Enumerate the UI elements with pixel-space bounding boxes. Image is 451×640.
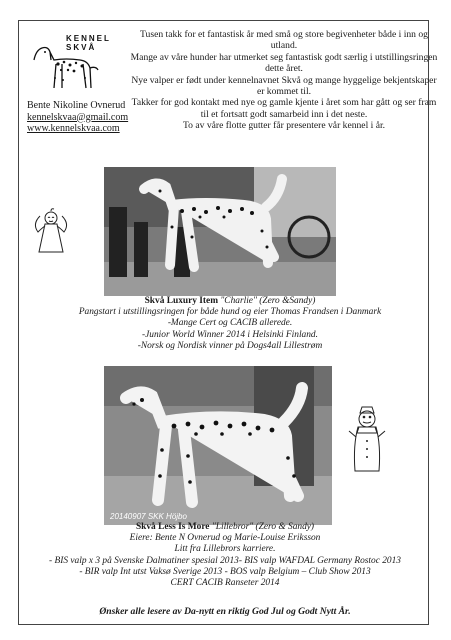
intro-paragraph: Takker for god kontakt med nye og gamle kjente i året som har gått og ser fram til et fortsatt godt samarbeid inn i det neste. bbox=[131, 97, 437, 120]
dog1-callname: "Charlie" bbox=[220, 296, 257, 306]
dog2-line: Eiere: Bente N Ovnerud og Marie-Louise Eriksson bbox=[129, 533, 321, 544]
dog1-photo bbox=[104, 167, 336, 296]
dog2-caption bbox=[22, 522, 428, 589]
kennel-logo-text: KENNEL SKVÅ bbox=[66, 34, 111, 52]
intro-text bbox=[128, 29, 440, 132]
photo-watermark: 20140907 SKK Höjbo bbox=[110, 512, 187, 521]
dog2-line: Litt fra Lillebrors karriere. bbox=[174, 544, 276, 555]
angel-icon bbox=[30, 206, 72, 258]
dog2-photo bbox=[104, 366, 332, 525]
dog2-line: - BIS valp x 3 på Svenske Dalmatiner spesial 2013- BIS valp WAFDAL Germany Rostoc 2013 bbox=[49, 555, 401, 566]
intro-paragraph: To av våre flotte gutter får presentere vår kennel i år. bbox=[182, 120, 386, 132]
dog1-caption bbox=[40, 296, 420, 352]
contact-name: Bente Nikoline Ovnerud bbox=[27, 100, 126, 111]
contact-block bbox=[27, 100, 128, 135]
dog1-parents: (Zero &Sandy) bbox=[259, 296, 316, 306]
dog1-line: -Mange Cert og CACIB allerede. bbox=[167, 318, 293, 329]
dog1-line: -Norsk og Nordisk vinner på Dogs4all Lillestrøm bbox=[137, 340, 323, 351]
intro-paragraph: Nye valper er født under kennelnavnet Skvå og mange hyggelige bekjentskaper er kommet til. bbox=[131, 74, 437, 98]
email-link[interactable]: kennelskvaa@gmail.com bbox=[27, 111, 129, 123]
intro-paragraph: Tusen takk for et fantastisk år med små og store begivenheter både i inn og utland. bbox=[140, 29, 428, 52]
dog2-line: - BIR valp Int utst Vaksø Sverige 2013 - BOS valp Belgium – Club Show 2013 bbox=[79, 566, 371, 577]
website-link[interactable]: www.kennelskvaa.com bbox=[27, 123, 120, 134]
greeting-footer: Ønsker alle lesere av Da-nytt en riktig God Jul og Godt Nytt År. bbox=[99, 606, 351, 617]
dog1-line: -Junior World Winner 2014 i Helsinki Finland. bbox=[142, 329, 318, 340]
dog2-parents: (Zero & Sandy) bbox=[255, 522, 315, 532]
dog1-line: Pangstart i utstillingsringen for både hund og eier Thomas Frandsen i Danmark bbox=[78, 307, 382, 318]
intro-paragraph: Mange av våre hunder har utmerket seg fantastisk godt særlig i utstillingsringen dette året. bbox=[130, 51, 438, 75]
dog1-title: Skvå Luxury Item bbox=[144, 296, 219, 306]
dog2-line: CERT CACIB Ranseter 2014 bbox=[170, 578, 280, 589]
dog2-callname: "Lillebror" bbox=[211, 522, 254, 532]
snowman-icon bbox=[347, 405, 387, 477]
dog2-title: Skvå Less Is More bbox=[135, 522, 210, 532]
